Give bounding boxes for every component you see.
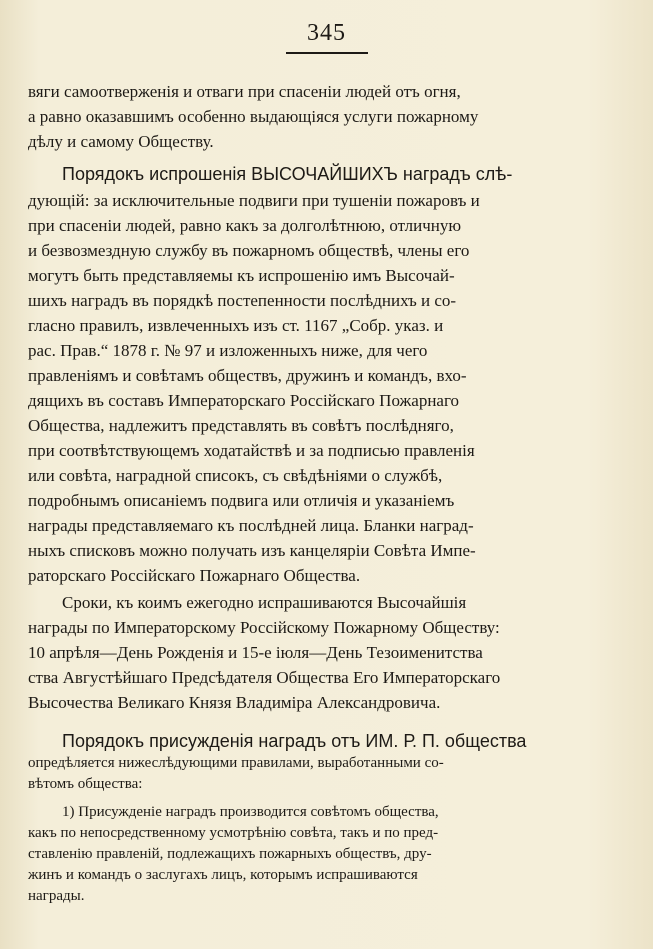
text-line: и безвозмездную службу въ пожарномъ обществѣ, члены его — [28, 241, 470, 260]
text-line: вѣтомъ общества: — [28, 776, 143, 792]
text-line: дующій: за исключительные подвиги при тушеніи пожаровъ и — [28, 191, 480, 210]
text-line: при соотвѣтствующемъ ходатайствѣ и за подписью правленія — [28, 441, 475, 460]
rule-1-line: жинъ и командъ о заслугахъ лицъ, которымъ испрашиваются — [28, 867, 418, 883]
section-heading: Порядокъ присужденія наградъ отъ ИМ. Р. П. общества — [62, 731, 527, 751]
text-line: дящихъ въ составъ Императорскаго Россійскаго Пожарнаго — [28, 391, 460, 410]
text-line: могутъ быть представляемы къ испрошенію имъ Высочай- — [28, 266, 455, 285]
text-line: гласно правилъ, извлеченныхъ изъ ст. 1167 „Собр. указ. и — [28, 316, 444, 335]
text-line: раторскаго Россійскаго Пожарнаго Общества. — [28, 566, 361, 585]
text-line: опредѣляется нижеслѣдующими правилами, выработанными со- — [28, 755, 444, 771]
text-line: правленіямъ и совѣтамъ обществъ, дружинъ и командъ, вхо- — [28, 366, 467, 385]
text-line: при спасеніи людей, равно какъ за долголѣтнюю, отличную — [28, 216, 462, 235]
text-line: ства Августѣйшаго Предсѣдателя Общества Его Императорскаго — [28, 668, 501, 687]
text-line: или совѣта, наградной списокъ, съ свѣдѣніями о службѣ, — [28, 466, 443, 485]
rule-1-line: награды. — [28, 888, 85, 904]
text-line: Сроки, къ коимъ ежегодно испрашиваются Высочайшія — [62, 593, 467, 612]
text-line: награды представляемаго къ послѣдней лица. Бланки наград- — [28, 516, 474, 535]
paragraph-lead-line: Порядокъ испрошенія ВЫСОЧАЙШИХЪ наградъ слѣ- — [62, 164, 513, 184]
text-line: награды по Императорскому Россійскому Пожарному Обществу: — [28, 618, 500, 637]
text-line: Общества, надлежитъ представлять въ совѣтъ послѣдняго, — [28, 416, 454, 435]
text-line: подробнымъ описаніемъ подвига или отличія и указаніемъ — [28, 491, 455, 510]
rule-1-line: 1) Присужденіе наградъ производится совѣтомъ общества, — [62, 804, 439, 820]
text-line: а равно оказавшимъ особенно выдающіяся услуги пожарному — [28, 107, 479, 126]
page-number: 345 — [307, 20, 346, 46]
text-line: ныхъ списковъ можно получать изъ канцеляріи Совѣта Импе- — [28, 541, 476, 560]
text-line: 10 апрѣля—День Рожденія и 15-е іюля—День Тезоименитства — [28, 643, 483, 662]
text-line: Высочества Великаго Князя Владиміра Александровича. — [28, 693, 441, 712]
rule-1-line: какъ по непосредственному усмотрѣнію совѣта, такъ и по пред- — [28, 825, 439, 841]
text-line: вяги самоотверженія и отваги при спасеніи людей отъ огня, — [28, 82, 461, 101]
page-number-underline — [286, 52, 368, 54]
text-line: рас. Прав.“ 1878 г. № 97 и изложенныхъ ниже, для чего — [28, 341, 428, 360]
text-line: шихъ наградъ въ порядкѣ постепенности послѣднихъ и со- — [28, 291, 457, 310]
text-line: дѣлу и самому Обществу. — [28, 132, 214, 151]
rule-1-line: ставленію правленій, подлежащихъ пожарныхъ обществъ, дру- — [28, 846, 432, 862]
